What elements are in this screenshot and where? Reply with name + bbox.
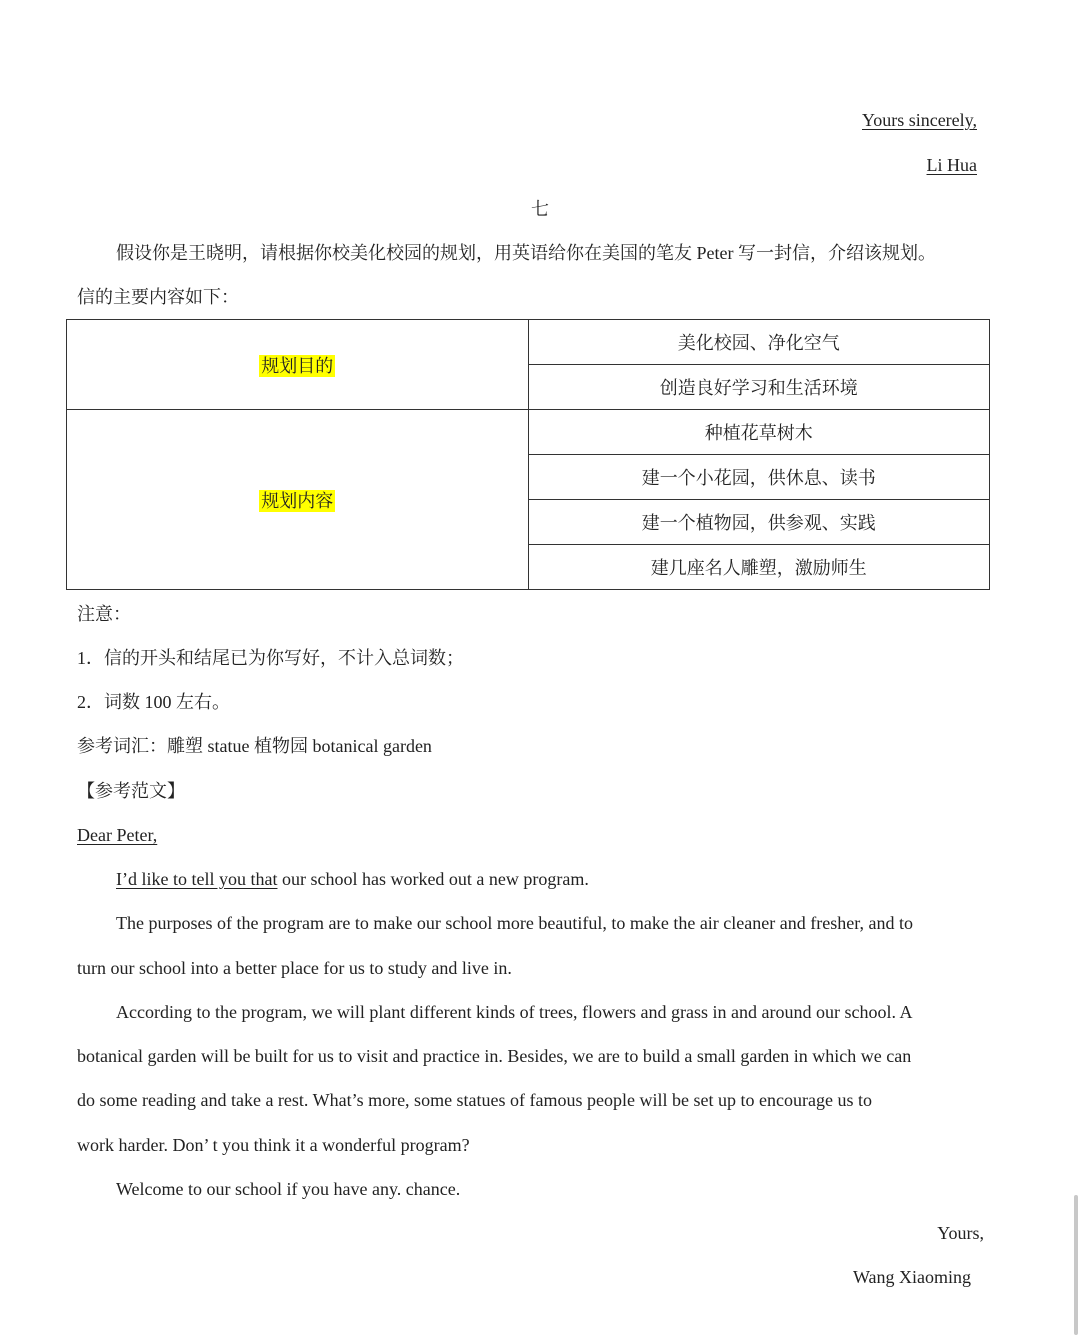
prompt-line-1: 假设你是王晓明，请根据你校美化校园的规划，用英语给你在美国的笔友 Peter 写一封信，介绍该规划。 <box>116 243 936 263</box>
letter-paragraph-3-line-3: do some reading and take a rest. What’s more, some statues of famous people will be set up to encourage us to <box>77 1090 872 1110</box>
content-label-cell <box>67 410 529 590</box>
letter-paragraph-3-line-2: botanical garden will be built for us to visit and practice in. Besides, we are to build a small garden in which we can <box>77 1046 912 1066</box>
purpose-item: 美化校园、净化空气 <box>528 320 990 365</box>
content-label: 规划内容 <box>261 490 334 511</box>
note-item-2: 2．词数 100 左右。 <box>77 692 230 712</box>
prompt-line-2: 信的主要内容如下： <box>77 287 239 307</box>
letter-paragraph-3-line-4: work harder. Don’ t you think it a wonderful program? <box>77 1135 470 1155</box>
sample-header: 【参考范文】 <box>77 781 185 801</box>
content-item: 种植花草树木 <box>528 410 990 455</box>
purpose-item: 创造良好学习和生活环境 <box>528 365 990 410</box>
letter-paragraph-4: Welcome to our school if you have any. chance. <box>116 1179 461 1199</box>
content-item: 建一个小花园，供休息、读书 <box>528 455 990 500</box>
paragraph-1-text: our school has worked out a new program. <box>277 869 589 889</box>
content-item: 建几座名人雕塑，激励师生 <box>528 545 990 590</box>
letter-paragraph-1 <box>116 867 589 891</box>
purpose-label: 规划目的 <box>261 355 334 376</box>
letter-paragraph-2-line-2: turn our school into a better place for us to study and live in. <box>77 958 512 978</box>
letter-paragraph-2-line-1: The purposes of the program are to make our school more beautiful, to make the air cleaner and fresher, and to <box>116 913 913 933</box>
section-number: 七 <box>531 199 549 219</box>
scrollbar[interactable] <box>1074 1195 1078 1335</box>
vocabulary-hint: 参考词汇：雕塑 statue 植物园 botanical garden <box>77 736 432 756</box>
previous-letter-closing: Yours sincerely, <box>862 110 977 130</box>
letter-greeting: Dear Peter, <box>77 825 158 845</box>
previous-letter-signature: Li Hua <box>926 155 977 175</box>
letter-closing: Yours, <box>937 1223 984 1243</box>
content-item: 建一个植物园，供参观、实践 <box>528 500 990 545</box>
notes-title: 注意： <box>77 604 131 624</box>
note-item-1: 1．信的开头和结尾已为你写好，不计入总词数； <box>77 648 464 668</box>
letter-paragraph-3-line-1: According to the program, we will plant different kinds of trees, flowers and grass in and around our school. A <box>116 1002 913 1022</box>
plan-table <box>66 319 990 590</box>
letter-signature: Wang Xiaoming <box>852 1267 971 1287</box>
purpose-label-cell <box>67 320 529 410</box>
underlined-phrase: I’d like to tell you that <box>116 869 278 889</box>
